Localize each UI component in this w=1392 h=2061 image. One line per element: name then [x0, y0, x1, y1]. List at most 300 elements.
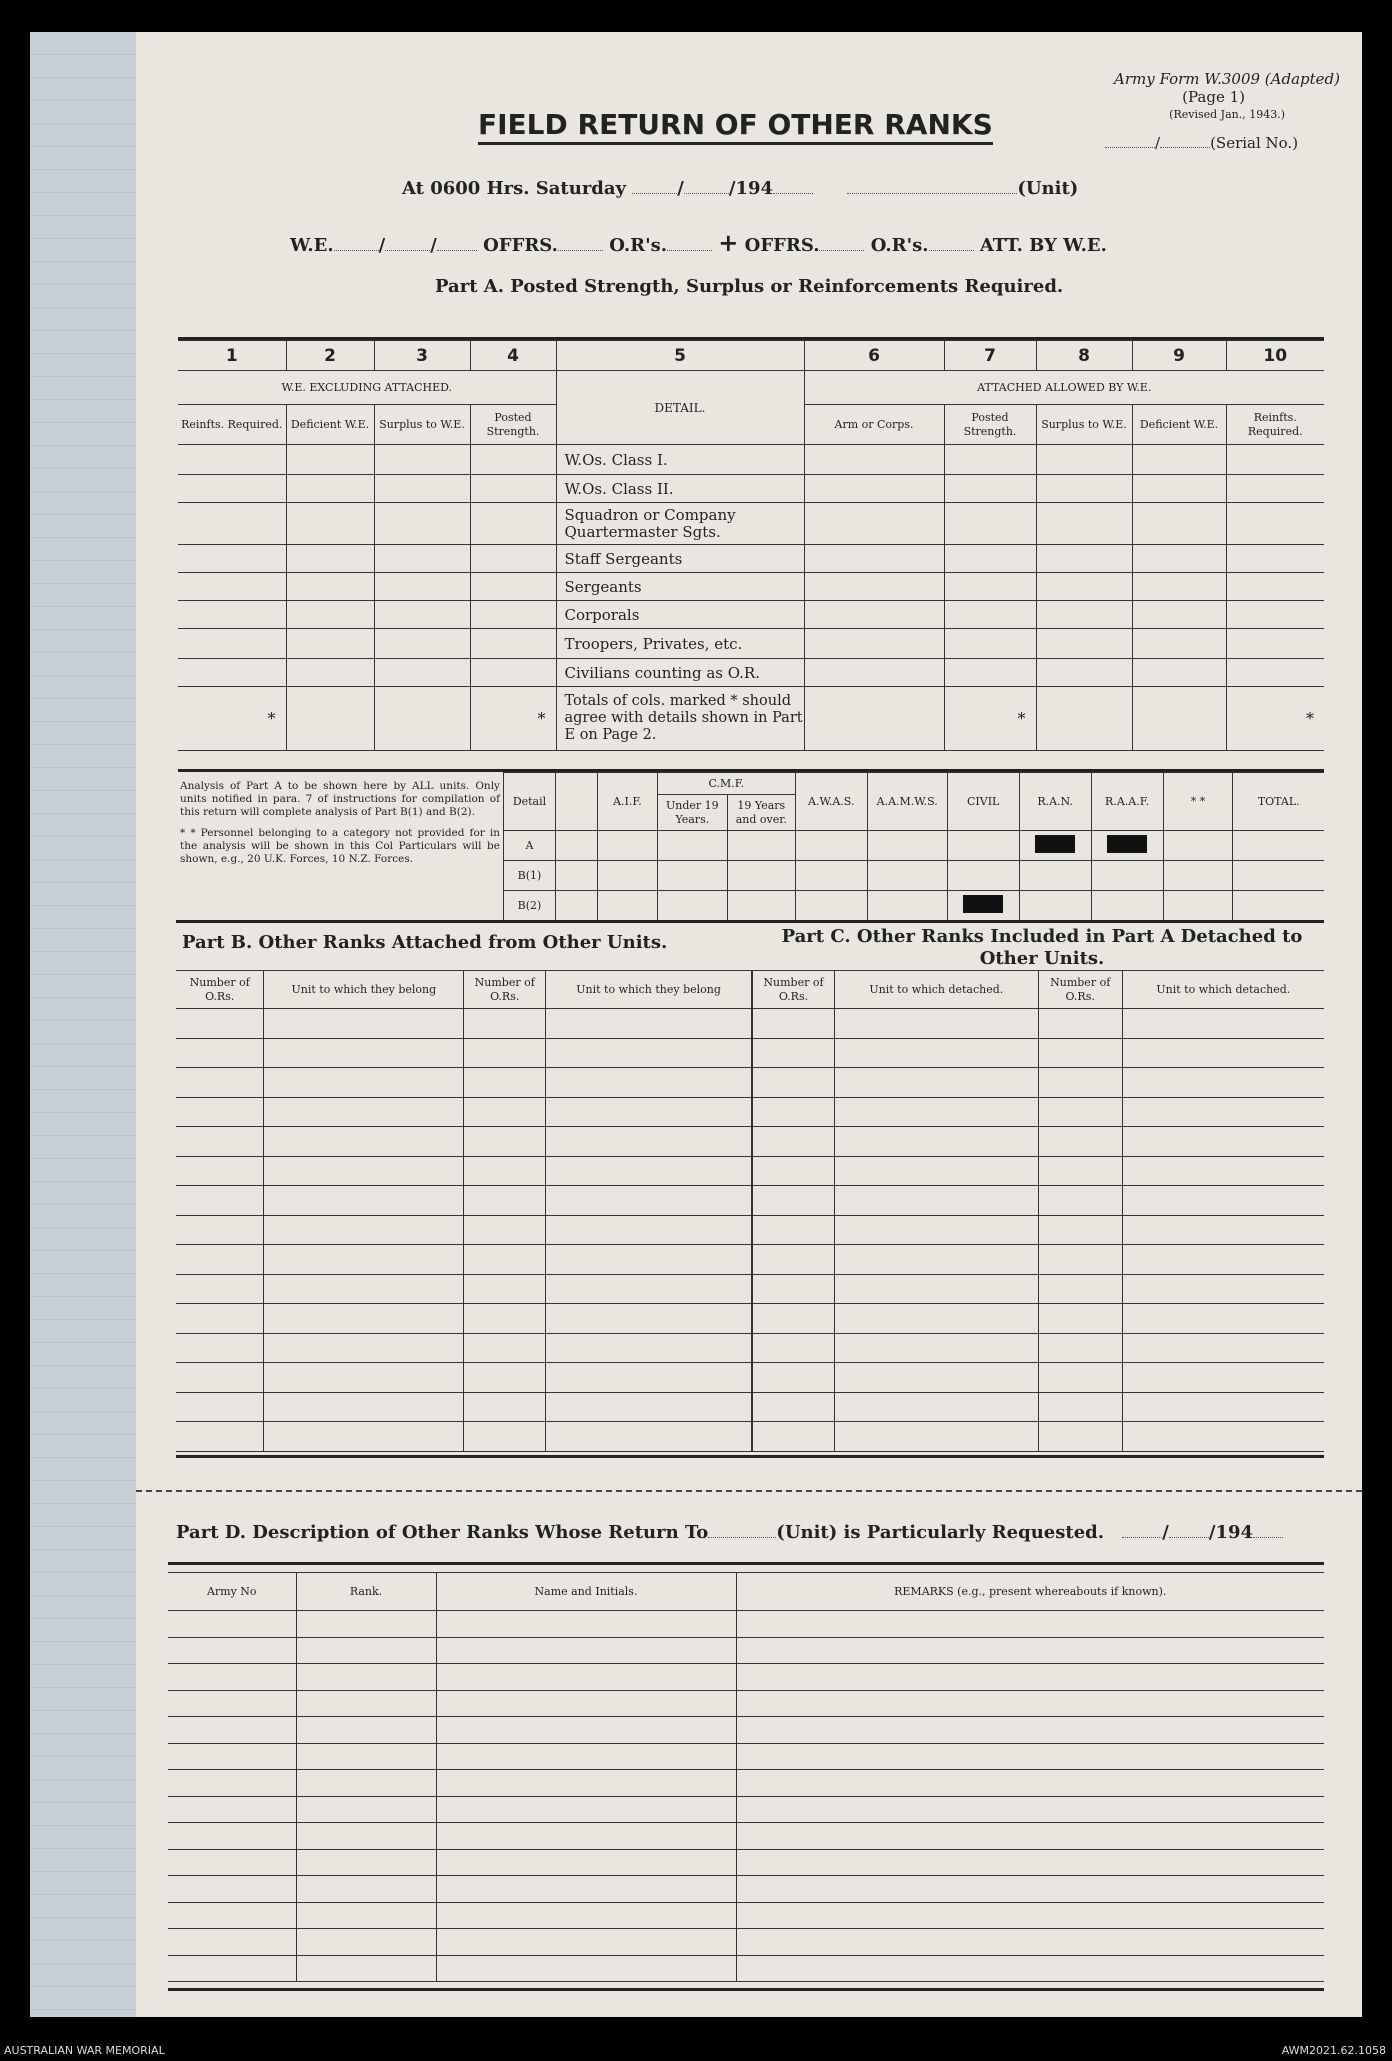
table-row: [176, 1363, 752, 1393]
entry-cell[interactable]: [176, 1156, 264, 1186]
table-row: [753, 1097, 1325, 1127]
analysis-row-label-b1: B(1): [504, 861, 556, 891]
entry-cell[interactable]: [168, 1743, 296, 1770]
entry-cell[interactable]: [1038, 1186, 1122, 1216]
entry-cell[interactable]: [736, 1849, 1324, 1876]
row-label-civilians: Civilians counting as O.R.: [556, 659, 804, 687]
table-row: [753, 1392, 1325, 1422]
entry-cell[interactable]: [834, 1392, 1038, 1422]
part-d-title-prefix: Part D. Description of Other Ranks Whose Return To: [176, 1522, 709, 1543]
table-row: [176, 1156, 752, 1186]
entry-cell[interactable]: [1122, 1068, 1324, 1098]
row-label-corporals: Corporals: [556, 601, 804, 629]
entry-cell[interactable]: [168, 1849, 296, 1876]
analysis-note-2: * * Personnel belonging to a category not provided for in the analysis will be shown in this Col Particulars will be shown, e.g., 20 U.K. Forces, 10 N.Z. Forces.: [180, 827, 500, 865]
entry-cell[interactable]: [1038, 1038, 1122, 1068]
entry-cell[interactable]: [264, 1009, 464, 1039]
entry-cell[interactable]: [834, 1245, 1038, 1275]
entry-cell[interactable]: [736, 1823, 1324, 1850]
entry-cell[interactable]: [176, 1068, 264, 1098]
entry-cell[interactable]: [464, 1068, 546, 1098]
col-num-8: 8: [1036, 341, 1132, 371]
part-a-title: Part A. Posted Strength, Surplus or Reinforcements Required.: [435, 276, 1064, 297]
entry-cell[interactable]: [1122, 1304, 1324, 1334]
analysis-row-a: [504, 831, 1325, 861]
col-num-2: 2: [286, 341, 374, 371]
entry-cell[interactable]: [264, 1186, 464, 1216]
part-b-title: Part B. Other Ranks Attached from Other Units.: [182, 932, 668, 953]
table-row: [168, 1955, 1324, 1982]
entry-cell[interactable]: [436, 1796, 736, 1823]
entry-cell[interactable]: [436, 1823, 736, 1850]
analysis-col-awas: A.W.A.S.: [795, 773, 867, 831]
entry-cell[interactable]: [1038, 1363, 1122, 1393]
entry-cell[interactable]: [176, 1304, 264, 1334]
entry-cell[interactable]: [546, 1333, 752, 1363]
entry-cell[interactable]: [1038, 1274, 1122, 1304]
revised-date: (Revised Jan., 1943.): [1169, 108, 1285, 121]
part-d-top-rule: [168, 1562, 1324, 1565]
we-label: W.E.: [290, 235, 334, 256]
entry-cell[interactable]: [546, 1392, 752, 1422]
table-row: [168, 1637, 1324, 1664]
entry-cell[interactable]: [736, 1796, 1324, 1823]
entry-cell[interactable]: [1122, 1186, 1324, 1216]
row-label-totals: Totals of cols. marked * should agree with details shown in Part E on Page 2.: [556, 687, 804, 751]
table-row: [753, 1245, 1325, 1275]
entry-cell[interactable]: [296, 1611, 436, 1638]
entry-cell[interactable]: [1122, 1422, 1324, 1452]
part-b-col-num-2: Number of O.Rs.: [464, 971, 546, 1009]
entry-cell[interactable]: [1038, 1009, 1122, 1039]
entry-cell[interactable]: [464, 1245, 546, 1275]
entry-cell[interactable]: [546, 1068, 752, 1098]
asterisk-col10: *: [1306, 709, 1314, 728]
entry-cell[interactable]: [264, 1333, 464, 1363]
entry-cell[interactable]: [834, 1333, 1038, 1363]
entry-cell[interactable]: [176, 1363, 264, 1393]
entry-cell[interactable]: [753, 1333, 835, 1363]
entry-cell[interactable]: [264, 1156, 464, 1186]
part-d-year: /194: [1208, 1522, 1254, 1543]
entry-cell[interactable]: [736, 1637, 1324, 1664]
entry-cell[interactable]: [1038, 1245, 1122, 1275]
entry-cell[interactable]: [264, 1068, 464, 1098]
blocked-cell: [1107, 835, 1147, 853]
footer-left: AUSTRALIAN WAR MEMORIAL: [4, 2044, 165, 2057]
part-d-title-suffix: (Unit) is Particularly Requested.: [776, 1522, 1105, 1543]
footer-right: AWM2021.62.1058: [1281, 2044, 1386, 2057]
entry-cell[interactable]: [436, 1770, 736, 1797]
right-col-reinfts: Reinfts. Required.: [1226, 405, 1324, 445]
date-prefix: At 0600 Hrs. Saturday: [402, 178, 627, 199]
we-line: W.E. / / OFFRS. O.R's. + OFFRS. O.R's. ATT. BY W.E.: [290, 228, 1107, 257]
entry-cell[interactable]: [1038, 1097, 1122, 1127]
table-row: [168, 1929, 1324, 1956]
entry-cell[interactable]: [1038, 1215, 1122, 1245]
analysis-col-aif: A.I.F.: [597, 773, 657, 831]
entry-cell[interactable]: [168, 1902, 296, 1929]
table-row: [176, 1215, 752, 1245]
table-row: [168, 1823, 1324, 1850]
entry-cell[interactable]: [168, 1955, 296, 1982]
entry-cell[interactable]: [436, 1929, 736, 1956]
month-field[interactable]: [684, 193, 729, 194]
part-d-col-rank: Rank.: [296, 1573, 436, 1611]
entry-cell[interactable]: [546, 1363, 752, 1393]
entry-cell[interactable]: [264, 1274, 464, 1304]
entry-cell[interactable]: [464, 1186, 546, 1216]
entry-cell[interactable]: [436, 1637, 736, 1664]
entry-cell[interactable]: [464, 1215, 546, 1245]
entry-cell[interactable]: [296, 1664, 436, 1691]
table-row: [178, 445, 1324, 475]
table-row: [176, 1333, 752, 1363]
entry-cell[interactable]: [296, 1876, 436, 1903]
entry-cell[interactable]: [1122, 1333, 1324, 1363]
analysis-col-civil: CIVIL: [947, 773, 1019, 831]
part-d-table: [168, 1572, 1324, 1982]
entry-cell[interactable]: [168, 1717, 296, 1744]
entry-cell[interactable]: [296, 1902, 436, 1929]
entry-cell[interactable]: [168, 1770, 296, 1797]
table-row: [178, 573, 1324, 601]
entry-cell[interactable]: [176, 1038, 264, 1068]
table-row: [176, 1304, 752, 1334]
table-row: [176, 1274, 752, 1304]
analysis-col-total: TOTAL.: [1233, 773, 1324, 831]
entry-cell[interactable]: [736, 1611, 1324, 1638]
entry-cell[interactable]: [546, 1097, 752, 1127]
entry-cell[interactable]: [753, 1127, 835, 1157]
asterisk-col7: *: [1017, 709, 1026, 728]
table-row: [168, 1902, 1324, 1929]
entry-cell[interactable]: [834, 1068, 1038, 1098]
table-row: [178, 629, 1324, 659]
left-group-header: W.E. EXCLUDING ATTACHED.: [178, 371, 556, 405]
entry-cell[interactable]: [1122, 1097, 1324, 1127]
entry-cell[interactable]: [464, 1392, 546, 1422]
entry-cell[interactable]: [296, 1796, 436, 1823]
col-num-5: 5: [556, 341, 804, 371]
att-label: ATT. BY W.E.: [979, 235, 1107, 256]
entry-cell[interactable]: [176, 1245, 264, 1275]
entry-cell[interactable]: [1122, 1156, 1324, 1186]
form-number: Army Form W.3009 (Adapted): [1114, 70, 1340, 88]
row-label-wo1: W.Os. Class I.: [556, 445, 804, 475]
entry-cell[interactable]: [296, 1690, 436, 1717]
entry-cell[interactable]: [546, 1245, 752, 1275]
entry-cell[interactable]: [176, 1097, 264, 1127]
table-row: [168, 1690, 1324, 1717]
entry-cell[interactable]: [1122, 1274, 1324, 1304]
entry-cell[interactable]: [176, 1392, 264, 1422]
form-title: FIELD RETURN OF OTHER RANKS: [478, 108, 993, 145]
unit-field[interactable]: [847, 193, 1017, 194]
blocked-cell: [963, 895, 1003, 913]
entry-cell[interactable]: [464, 1097, 546, 1127]
part-d-col-name: Name and Initials.: [436, 1573, 736, 1611]
entry-cell[interactable]: [296, 1823, 436, 1850]
entry-cell[interactable]: [834, 1186, 1038, 1216]
entry-cell[interactable]: [464, 1038, 546, 1068]
entry-cell[interactable]: [1122, 1392, 1324, 1422]
left-col-posted: Posted Strength.: [470, 405, 556, 445]
row-label-wo2: W.Os. Class II.: [556, 475, 804, 503]
entry-cell[interactable]: [546, 1156, 752, 1186]
analysis-row-b1: [504, 861, 1325, 891]
entry-cell[interactable]: [264, 1245, 464, 1275]
entry-cell[interactable]: [546, 1038, 752, 1068]
table-row: [753, 1156, 1325, 1186]
entry-cell[interactable]: [834, 1215, 1038, 1245]
entry-cell[interactable]: [753, 1156, 835, 1186]
totals-row: [178, 687, 1324, 751]
part-b-col-num-1: Number of O.Rs.: [176, 971, 264, 1009]
entry-cell[interactable]: [753, 1068, 835, 1098]
right-col-posted: Posted Strength.: [944, 405, 1036, 445]
part-b-col-unit-2: Unit to which they belong: [546, 971, 752, 1009]
entry-cell[interactable]: [176, 1274, 264, 1304]
entry-cell[interactable]: [168, 1929, 296, 1956]
part-d-col-remarks: REMARKS (e.g., present whereabouts if known).: [736, 1573, 1324, 1611]
entry-cell[interactable]: [753, 1392, 835, 1422]
entry-cell[interactable]: [264, 1392, 464, 1422]
detail-header: DETAIL.: [556, 371, 804, 445]
entry-cell[interactable]: [176, 1333, 264, 1363]
offrs-label-1: OFFRS.: [483, 235, 558, 256]
entry-cell[interactable]: [436, 1717, 736, 1744]
entry-cell[interactable]: [464, 1333, 546, 1363]
table-row: [753, 1363, 1325, 1393]
part-c-col-num-2: Number of O.Rs.: [1038, 971, 1122, 1009]
entry-cell[interactable]: [168, 1637, 296, 1664]
entry-cell[interactable]: [753, 1304, 835, 1334]
part-c-table: [752, 970, 1324, 1452]
table-row: [168, 1743, 1324, 1770]
entry-cell[interactable]: [296, 1743, 436, 1770]
table-row: [168, 1770, 1324, 1797]
perforation-line: [136, 1490, 1362, 1492]
entry-cell[interactable]: [264, 1097, 464, 1127]
day-field[interactable]: [632, 193, 677, 194]
entry-cell[interactable]: [736, 1690, 1324, 1717]
analysis-row-label-b2: B(2): [504, 891, 556, 921]
entry-cell[interactable]: [296, 1717, 436, 1744]
entry-cell[interactable]: [168, 1690, 296, 1717]
entry-cell[interactable]: [753, 1274, 835, 1304]
entry-cell[interactable]: [436, 1902, 736, 1929]
table-row: [168, 1796, 1324, 1823]
col-num-10: 10: [1226, 341, 1324, 371]
left-col-surplus: Surplus to W.E.: [374, 405, 470, 445]
entry-cell[interactable]: [834, 1127, 1038, 1157]
table-row: [753, 1422, 1325, 1452]
entry-cell[interactable]: [436, 1849, 736, 1876]
entry-cell[interactable]: [753, 1038, 835, 1068]
entry-cell[interactable]: [168, 1823, 296, 1850]
ors-label-2: O.R's.: [870, 235, 929, 256]
entry-cell[interactable]: [168, 1611, 296, 1638]
entry-cell[interactable]: [296, 1929, 436, 1956]
col-num-9: 9: [1132, 341, 1226, 371]
ors-label-1: O.R's.: [609, 235, 667, 256]
part-a-table: [178, 340, 1324, 751]
entry-cell[interactable]: [753, 1215, 835, 1245]
entry-cell[interactable]: [1038, 1392, 1122, 1422]
table-row: [176, 1038, 752, 1068]
entry-cell[interactable]: [834, 1097, 1038, 1127]
column-number-row: [178, 341, 1324, 371]
entry-cell[interactable]: [296, 1770, 436, 1797]
row-label-troopers: Troopers, Privates, etc.: [556, 629, 804, 659]
entry-cell[interactable]: [264, 1215, 464, 1245]
analysis-col-raaf: R.A.A.F.: [1091, 773, 1163, 831]
entry-cell[interactable]: [546, 1274, 752, 1304]
table-row: [168, 1849, 1324, 1876]
row-label-staff-sgts: Staff Sergeants: [556, 545, 804, 573]
table-row: [753, 1068, 1325, 1098]
entry-cell[interactable]: [1038, 1156, 1122, 1186]
left-col-deficient: Deficient W.E.: [286, 405, 374, 445]
entry-cell[interactable]: [736, 1664, 1324, 1691]
entry-cell[interactable]: [464, 1363, 546, 1393]
left-col-reinfts: Reinfts. Required.: [178, 405, 286, 445]
entry-cell[interactable]: [546, 1215, 752, 1245]
right-col-arm: Arm or Corps.: [804, 405, 944, 445]
entry-cell[interactable]: [296, 1849, 436, 1876]
entry-cell[interactable]: [264, 1304, 464, 1334]
entry-cell[interactable]: [736, 1902, 1324, 1929]
table-row: [176, 1392, 752, 1422]
entry-cell[interactable]: [736, 1929, 1324, 1956]
entry-cell[interactable]: [168, 1664, 296, 1691]
table-row: [168, 1611, 1324, 1638]
entry-cell[interactable]: [176, 1009, 264, 1039]
entry-cell[interactable]: [264, 1422, 464, 1452]
entry-cell[interactable]: [1038, 1127, 1122, 1157]
col-num-3: 3: [374, 341, 470, 371]
col-num-6: 6: [804, 341, 944, 371]
entry-cell[interactable]: [1038, 1422, 1122, 1452]
entry-cell[interactable]: [436, 1743, 736, 1770]
entry-cell[interactable]: [436, 1611, 736, 1638]
entry-cell[interactable]: [264, 1038, 464, 1068]
part-b-table: [176, 970, 752, 1452]
entry-cell[interactable]: [464, 1156, 546, 1186]
entry-cell[interactable]: [546, 1009, 752, 1039]
table-row: [753, 1127, 1325, 1157]
table-row: [753, 1304, 1325, 1334]
part-d-title: Part D. Description of Other Ranks Whose Return To (Unit) is Particularly Requested. / /194: [176, 1522, 1283, 1543]
entry-cell[interactable]: [753, 1363, 835, 1393]
analysis-col-under19: Under 19 Years.: [657, 795, 727, 831]
entry-cell[interactable]: [464, 1422, 546, 1452]
entry-cell[interactable]: [834, 1304, 1038, 1334]
entry-cell[interactable]: [176, 1422, 264, 1452]
entry-cell[interactable]: [296, 1955, 436, 1982]
offrs-label-2: OFFRS.: [744, 235, 820, 256]
entry-cell[interactable]: [1122, 1009, 1324, 1039]
entry-cell[interactable]: [464, 1304, 546, 1334]
entry-cell[interactable]: [546, 1304, 752, 1334]
entry-cell[interactable]: [464, 1274, 546, 1304]
table-row: [753, 1009, 1325, 1039]
entry-cell[interactable]: [436, 1955, 736, 1982]
entry-cell[interactable]: [176, 1186, 264, 1216]
entry-cell[interactable]: [264, 1363, 464, 1393]
entry-cell[interactable]: [1038, 1333, 1122, 1363]
entry-cell[interactable]: [834, 1274, 1038, 1304]
entry-cell[interactable]: [753, 1097, 835, 1127]
entry-cell[interactable]: [436, 1876, 736, 1903]
part-c-col-unit-1: Unit to which detached.: [834, 971, 1038, 1009]
analysis-note-1: Analysis of Part A to be shown here by ALL units. Only units notified in para. 7 of instructions for compilation of this return will complete analysis of Part B(1) and B(2).: [180, 780, 500, 818]
entry-cell[interactable]: [753, 1422, 835, 1452]
part-c-col-unit-2: Unit to which detached.: [1122, 971, 1324, 1009]
entry-cell[interactable]: [736, 1955, 1324, 1982]
entry-cell[interactable]: [1122, 1038, 1324, 1068]
entry-cell[interactable]: [168, 1796, 296, 1823]
entry-cell[interactable]: [834, 1009, 1038, 1039]
entry-cell[interactable]: [1122, 1127, 1324, 1157]
entry-cell[interactable]: [834, 1038, 1038, 1068]
entry-cell[interactable]: [464, 1009, 546, 1039]
entry-cell[interactable]: [736, 1743, 1324, 1770]
part-c-col-num-1: Number of O.Rs.: [753, 971, 835, 1009]
table-row: [176, 1009, 752, 1039]
entry-cell[interactable]: [436, 1664, 736, 1691]
table-row: [176, 1068, 752, 1098]
col-num-1: 1: [178, 341, 286, 371]
entry-cell[interactable]: [464, 1127, 546, 1157]
entry-cell[interactable]: [736, 1770, 1324, 1797]
entry-cell[interactable]: [168, 1876, 296, 1903]
entry-cell[interactable]: [546, 1127, 752, 1157]
entry-cell[interactable]: [834, 1422, 1038, 1452]
serial-label: (Serial No.): [1210, 134, 1299, 152]
entry-cell[interactable]: [834, 1156, 1038, 1186]
analysis-row-label-a: A: [504, 831, 556, 861]
entry-cell[interactable]: [736, 1717, 1324, 1744]
entry-cell[interactable]: [546, 1422, 752, 1452]
entry-cell[interactable]: [1122, 1245, 1324, 1275]
entry-cell[interactable]: [264, 1127, 464, 1157]
entry-cell[interactable]: [296, 1637, 436, 1664]
entry-cell[interactable]: [176, 1127, 264, 1157]
entry-cell[interactable]: [1038, 1304, 1122, 1334]
entry-cell[interactable]: [753, 1245, 835, 1275]
part-d-col-army-no: Army No: [168, 1573, 296, 1611]
entry-cell[interactable]: [736, 1876, 1324, 1903]
right-group-header: ATTACHED ALLOWED BY W.E.: [804, 371, 1324, 405]
table-row: [168, 1664, 1324, 1691]
analysis-detail-header: Detail: [504, 773, 556, 831]
entry-cell[interactable]: [1122, 1215, 1324, 1245]
entry-cell[interactable]: [753, 1186, 835, 1216]
table-row: [168, 1717, 1324, 1744]
entry-cell[interactable]: [1122, 1363, 1324, 1393]
entry-cell[interactable]: [546, 1186, 752, 1216]
entry-cell[interactable]: [436, 1690, 736, 1717]
entry-cell[interactable]: [176, 1215, 264, 1245]
asterisk-col1: *: [267, 709, 276, 728]
entry-cell[interactable]: [1038, 1068, 1122, 1098]
entry-cell[interactable]: [834, 1363, 1038, 1393]
analysis-col-other: * *: [1163, 773, 1233, 831]
col-num-4: 4: [470, 341, 556, 371]
entry-cell[interactable]: [753, 1009, 835, 1039]
